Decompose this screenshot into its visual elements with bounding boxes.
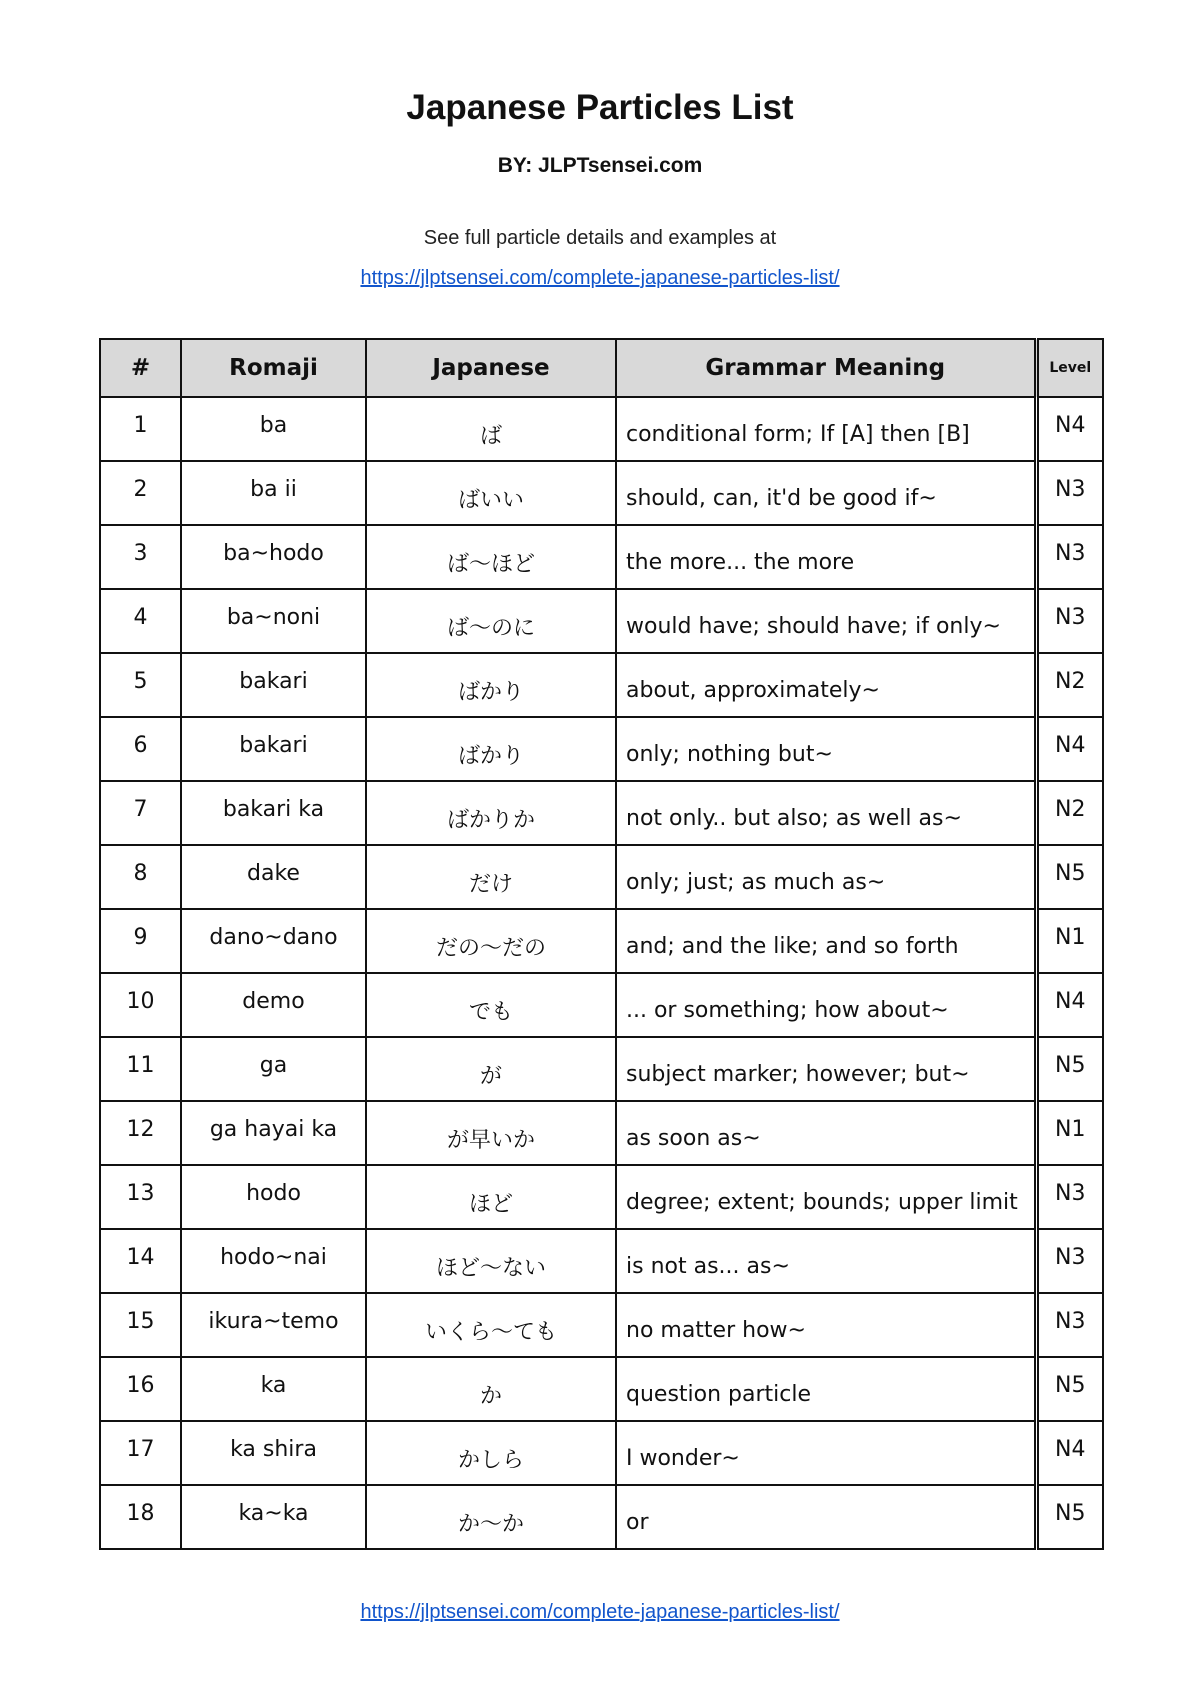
table-row	[100, 653, 1103, 717]
cell-japanese: が早いか	[366, 1101, 616, 1165]
cell-romaji: ka shira	[181, 1421, 366, 1485]
table-row	[100, 525, 1103, 589]
table-row	[100, 397, 1103, 461]
cell-level: N5	[1036, 845, 1103, 909]
cell-number: 7	[100, 781, 181, 845]
cell-japanese: ばかり	[366, 653, 616, 717]
footer-link-container	[0, 1600, 1200, 1624]
table-row	[100, 973, 1103, 1037]
column-header-meaning: Grammar Meaning	[616, 339, 1036, 397]
cell-number: 9	[100, 909, 181, 973]
table-row	[100, 1293, 1103, 1357]
cell-meaning: should, can, it'd be good if~	[616, 461, 1036, 525]
cell-level: N3	[1036, 1229, 1103, 1293]
cell-level: N4	[1036, 1421, 1103, 1485]
cell-romaji: ka	[181, 1357, 366, 1421]
cell-japanese: か	[366, 1357, 616, 1421]
cell-meaning: no matter how~	[616, 1293, 1036, 1357]
cell-meaning: I wonder~	[616, 1421, 1036, 1485]
table-row	[100, 1421, 1103, 1485]
cell-meaning: ... or something; how about~	[616, 973, 1036, 1037]
cell-romaji: ba	[181, 397, 366, 461]
intro-text: See full particle details and examples at	[423, 227, 777, 249]
cell-number: 8	[100, 845, 181, 909]
cell-romaji: ga	[181, 1037, 366, 1101]
cell-meaning: question particle	[616, 1357, 1036, 1421]
cell-romaji: ba~noni	[181, 589, 366, 653]
cell-japanese: ばかりか	[366, 781, 616, 845]
cell-meaning: not only.. but also; as well as~	[616, 781, 1036, 845]
cell-level: N4	[1036, 717, 1103, 781]
cell-japanese: ば～のに	[366, 589, 616, 653]
cell-japanese: いくら～ても	[366, 1293, 616, 1357]
table-row	[100, 909, 1103, 973]
cell-japanese: ばかり	[366, 717, 616, 781]
cell-meaning: subject marker; however; but~	[616, 1037, 1036, 1101]
cell-meaning: only; just; as much as~	[616, 845, 1036, 909]
cell-romaji: hodo	[181, 1165, 366, 1229]
cell-level: N3	[1036, 1165, 1103, 1229]
cell-japanese: ほど～ない	[366, 1229, 616, 1293]
cell-number: 10	[100, 973, 181, 1037]
cell-meaning: is not as... as~	[616, 1229, 1036, 1293]
table-row	[100, 781, 1103, 845]
cell-meaning: only; nothing but~	[616, 717, 1036, 781]
cell-level: N4	[1036, 973, 1103, 1037]
cell-number: 12	[100, 1101, 181, 1165]
cell-meaning: as soon as~	[616, 1101, 1036, 1165]
cell-level: N2	[1036, 653, 1103, 717]
cell-japanese: ば	[366, 397, 616, 461]
cell-level: N5	[1036, 1037, 1103, 1101]
cell-level: N2	[1036, 781, 1103, 845]
footer-link[interactable]: https://jlptsensei.com/complete-japanese-particles-list/	[360, 1601, 840, 1623]
table-row	[100, 1485, 1103, 1549]
cell-meaning: conditional form; If [A] then [B]	[616, 397, 1036, 461]
cell-romaji: ka~ka	[181, 1485, 366, 1549]
cell-japanese: だの～だの	[366, 909, 616, 973]
cell-meaning: degree; extent; bounds; upper limit	[616, 1165, 1036, 1229]
cell-japanese: だけ	[366, 845, 616, 909]
cell-japanese: かしら	[366, 1421, 616, 1485]
cell-number: 13	[100, 1165, 181, 1229]
cell-romaji: bakari	[181, 717, 366, 781]
table-row	[100, 1101, 1103, 1165]
table-row	[100, 717, 1103, 781]
cell-romaji: bakari	[181, 653, 366, 717]
cell-romaji: ikura~temo	[181, 1293, 366, 1357]
table-row	[100, 589, 1103, 653]
cell-number: 2	[100, 461, 181, 525]
cell-level: N5	[1036, 1357, 1103, 1421]
cell-level: N3	[1036, 589, 1103, 653]
cell-number: 1	[100, 397, 181, 461]
cell-japanese: ば～ほど	[366, 525, 616, 589]
cell-number: 15	[100, 1293, 181, 1357]
cell-number: 16	[100, 1357, 181, 1421]
cell-level: N3	[1036, 1293, 1103, 1357]
cell-meaning: would have; should have; if only~	[616, 589, 1036, 653]
cell-level: N5	[1036, 1485, 1103, 1549]
cell-japanese: ばいい	[366, 461, 616, 525]
table-row	[100, 1165, 1103, 1229]
cell-meaning: about, approximately~	[616, 653, 1036, 717]
cell-japanese: でも	[366, 973, 616, 1037]
cell-number: 3	[100, 525, 181, 589]
table-body	[100, 397, 1103, 1549]
table-row	[100, 845, 1103, 909]
cell-romaji: dano~dano	[181, 909, 366, 973]
cell-number: 5	[100, 653, 181, 717]
cell-level: N1	[1036, 1101, 1103, 1165]
cell-number: 17	[100, 1421, 181, 1485]
table-header-row	[100, 339, 1103, 397]
column-header-number: #	[100, 339, 181, 397]
cell-romaji: ga hayai ka	[181, 1101, 366, 1165]
column-header-japanese: Japanese	[366, 339, 616, 397]
column-header-level: Level	[1036, 339, 1103, 397]
top-link-container	[0, 266, 1200, 290]
cell-number: 18	[100, 1485, 181, 1549]
byline: BY: JLPTsensei.com	[497, 154, 703, 177]
particles-table	[99, 338, 1104, 1550]
cell-japanese: ほど	[366, 1165, 616, 1229]
table-row	[100, 1357, 1103, 1421]
cell-romaji: dake	[181, 845, 366, 909]
cell-romaji: bakari ka	[181, 781, 366, 845]
cell-romaji: hodo~nai	[181, 1229, 366, 1293]
cell-number: 4	[100, 589, 181, 653]
cell-number: 11	[100, 1037, 181, 1101]
table-row	[100, 461, 1103, 525]
cell-number: 14	[100, 1229, 181, 1293]
table-row	[100, 1229, 1103, 1293]
cell-romaji: ba~hodo	[181, 525, 366, 589]
cell-level: N3	[1036, 525, 1103, 589]
cell-number: 6	[100, 717, 181, 781]
table-row	[100, 1037, 1103, 1101]
cell-japanese: か～か	[366, 1485, 616, 1549]
cell-romaji: demo	[181, 973, 366, 1037]
particles-list-link[interactable]: https://jlptsensei.com/complete-japanese-particles-list/	[360, 267, 840, 289]
cell-romaji: ba ii	[181, 461, 366, 525]
cell-meaning: and; and the like; and so forth	[616, 909, 1036, 973]
page-title: Japanese Particles List	[406, 88, 794, 127]
cell-japanese: が	[366, 1037, 616, 1101]
cell-meaning: the more... the more	[616, 525, 1036, 589]
column-header-romaji: Romaji	[181, 339, 366, 397]
cell-level: N1	[1036, 909, 1103, 973]
cell-meaning: or	[616, 1485, 1036, 1549]
cell-level: N3	[1036, 461, 1103, 525]
cell-level: N4	[1036, 397, 1103, 461]
